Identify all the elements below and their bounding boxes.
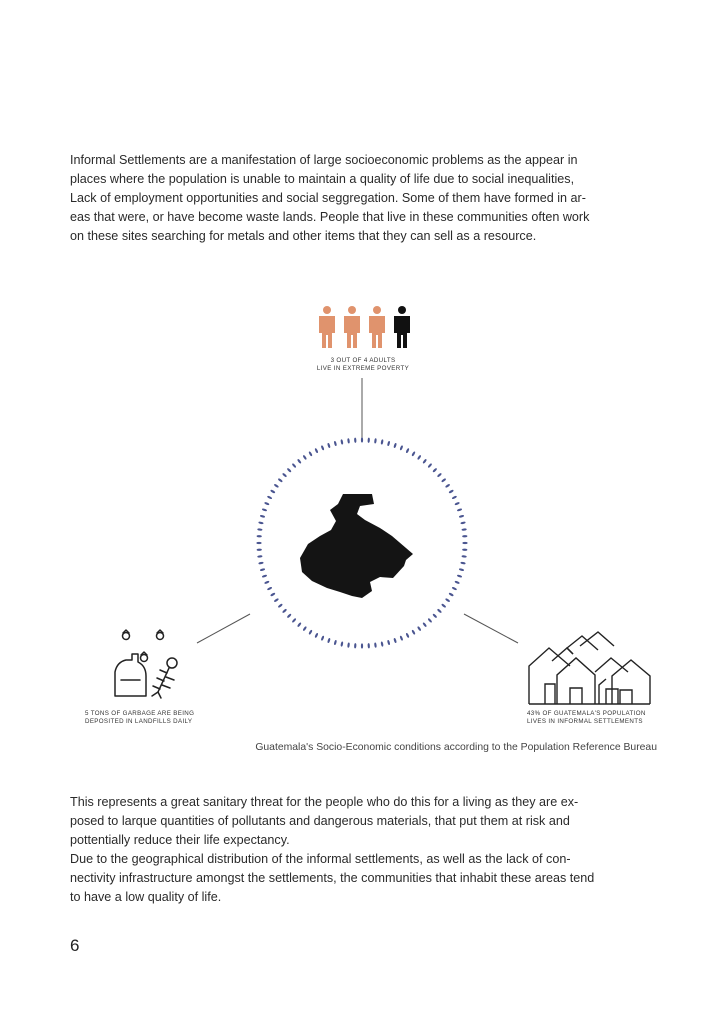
ring-dot (441, 603, 446, 608)
ring-dot (297, 459, 302, 464)
ring-dot (432, 613, 437, 618)
figure-caption: Guatemala's Socio-Economic conditions according to the Population Reference Bureau (255, 742, 657, 753)
ring-dot (393, 638, 397, 644)
ring-dot (334, 640, 337, 646)
ring-dot (437, 608, 442, 613)
ring-dot (274, 598, 280, 603)
ring-dot (462, 535, 467, 538)
text-line: Informal Settlements are a manifestation of large socioeconomic problems as the appear in (70, 153, 578, 167)
ring-dot (448, 489, 454, 494)
ring-dot (405, 633, 409, 639)
ring-dot (287, 468, 292, 473)
guatemala-map-icon (300, 494, 413, 598)
ring-dot (405, 448, 409, 454)
ring-dot (459, 568, 465, 571)
person-poverty-icon (319, 306, 335, 348)
ring-dot (264, 502, 270, 506)
ring-dot (257, 528, 262, 531)
ring-dot (260, 515, 266, 518)
page-number: 6 (70, 936, 80, 955)
ring-dot (278, 603, 283, 608)
ring-dot (422, 622, 427, 627)
people-icon-group (319, 306, 410, 348)
ring-dot (374, 642, 377, 647)
ring-dot (282, 608, 287, 613)
ring-dot (432, 468, 437, 473)
ring-dot (354, 438, 357, 443)
ring-dot (258, 521, 264, 524)
ring-dot (340, 641, 343, 647)
text-line: places where the population is unable to maintain a quality of life due to social inequalities, (70, 172, 575, 186)
ring-dot (327, 443, 331, 449)
ring-dot (340, 439, 343, 445)
ring-dot (452, 586, 458, 590)
caption-line: 3 OUT OF 4 ADULTS (330, 357, 396, 364)
ring-dot (393, 443, 397, 449)
person-poverty-icon (369, 306, 385, 348)
text-line: Lack of employment opportunities and social seggregation. Some of them have formed in ar- (70, 191, 586, 205)
ring-dot (292, 618, 297, 623)
ring-dot (302, 455, 307, 461)
body-paragraph (70, 793, 655, 907)
text-line: posed to larque quantities of pollutants and dangerous materials, that put them at risk and (70, 814, 570, 828)
ring-dot (258, 562, 264, 565)
text-line: Due to the geographical distribution of the informal settlements, as well as the lack of con- (70, 852, 571, 866)
ring-dot (264, 580, 270, 584)
ring-dot (381, 641, 384, 647)
ring-dot (441, 478, 446, 483)
ring-dot (308, 451, 313, 457)
ring-dot (387, 640, 390, 646)
ring-dot (411, 629, 416, 635)
ring-dot (270, 489, 276, 494)
text-line: eas that were, or have become waste lands. People that live in these communities often work (70, 210, 590, 224)
ring-dot (399, 445, 403, 451)
houses-icon (529, 632, 650, 704)
ring-dot (297, 622, 302, 627)
ring-dot (411, 451, 416, 457)
ring-dot (454, 580, 460, 584)
ring-dot (461, 528, 466, 531)
text-line: on these sites searching for metals and other items that they can sell as a resource. (70, 229, 537, 243)
ring-dot (321, 445, 325, 451)
ring-dot (437, 473, 442, 478)
text-line: pottentially reduce their life expectancy. (70, 833, 290, 847)
ring-dot (321, 635, 325, 641)
people-stat-caption (300, 357, 426, 373)
caption-line: LIVE IN EXTREME POVERTY (316, 365, 410, 372)
ring-dot (381, 439, 384, 445)
ring-dot (278, 478, 283, 483)
ring-dot (354, 643, 357, 648)
ring-dot (427, 463, 432, 468)
ring-dot (270, 592, 276, 597)
ring-dot (302, 626, 307, 632)
ring-dot (257, 548, 262, 551)
ring-dot (361, 437, 363, 442)
ring-dot (445, 483, 451, 488)
text-line: to have a low quality of life. (70, 890, 222, 904)
ring-dot (262, 508, 268, 512)
ring-dot (267, 495, 273, 499)
caption-line: DEPOSITED IN LANDFILLS DAILY (85, 718, 193, 725)
ring-dot (457, 574, 463, 578)
ring-dot (347, 438, 350, 443)
text-line: nectivity infrastructure amongst the settlements, the communities that inhabit these areas tend (70, 871, 595, 885)
ring-dot (262, 574, 268, 578)
garbage-stat-caption (85, 710, 225, 726)
connector-line-right (464, 614, 518, 643)
ring-dot (274, 483, 280, 488)
ring-dot (367, 643, 370, 648)
ring-dot (417, 626, 422, 632)
ring-dot (462, 542, 467, 544)
ring-dot (260, 568, 266, 571)
ring-dot (287, 613, 292, 618)
ring-dot (282, 473, 287, 478)
settlement-stat-caption (527, 710, 667, 726)
caption-line: 5 TONS OF GARBAGE ARE BEING (85, 710, 195, 717)
ring-dot (367, 438, 370, 443)
ring-dot (427, 618, 432, 623)
ring-dot (257, 535, 262, 538)
ring-dot (347, 642, 350, 647)
ring-dot (445, 598, 451, 603)
ring-dot (460, 521, 466, 524)
ring-dot (387, 441, 390, 447)
ring-dot (454, 502, 460, 506)
ring-dot (327, 638, 331, 644)
text-line: This represents a great sanitary threat for the people who do this for a living as they are ex- (70, 795, 579, 809)
ring-dot (399, 635, 403, 641)
ring-dot (257, 555, 262, 558)
ring-dot (308, 629, 313, 635)
ring-dot (417, 455, 422, 461)
ring-dot (314, 448, 318, 454)
ring-dot (314, 633, 318, 639)
ring-dot (457, 508, 463, 512)
caption-line: 43% OF GUATEMALA'S POPULATION (527, 710, 646, 717)
ring-dot (334, 441, 337, 447)
ring-dot (422, 459, 427, 464)
connector-line-left (197, 614, 250, 643)
person-poverty-icon (344, 306, 360, 348)
ring-dot (461, 555, 466, 558)
ring-dot (374, 438, 377, 443)
ring-dot (292, 463, 297, 468)
ring-dot (256, 542, 261, 544)
ring-dot (448, 592, 454, 597)
ring-dot (462, 548, 467, 551)
ring-dot (267, 586, 273, 590)
ring-dot (460, 562, 466, 565)
ring-dot (452, 495, 458, 499)
person-icon (394, 306, 410, 348)
garbage-icon (115, 630, 177, 698)
ring-dot (361, 643, 363, 648)
caption-line: LIVES IN INFORMAL SETTLEMENTS (527, 718, 643, 725)
ring-dot (459, 515, 465, 518)
